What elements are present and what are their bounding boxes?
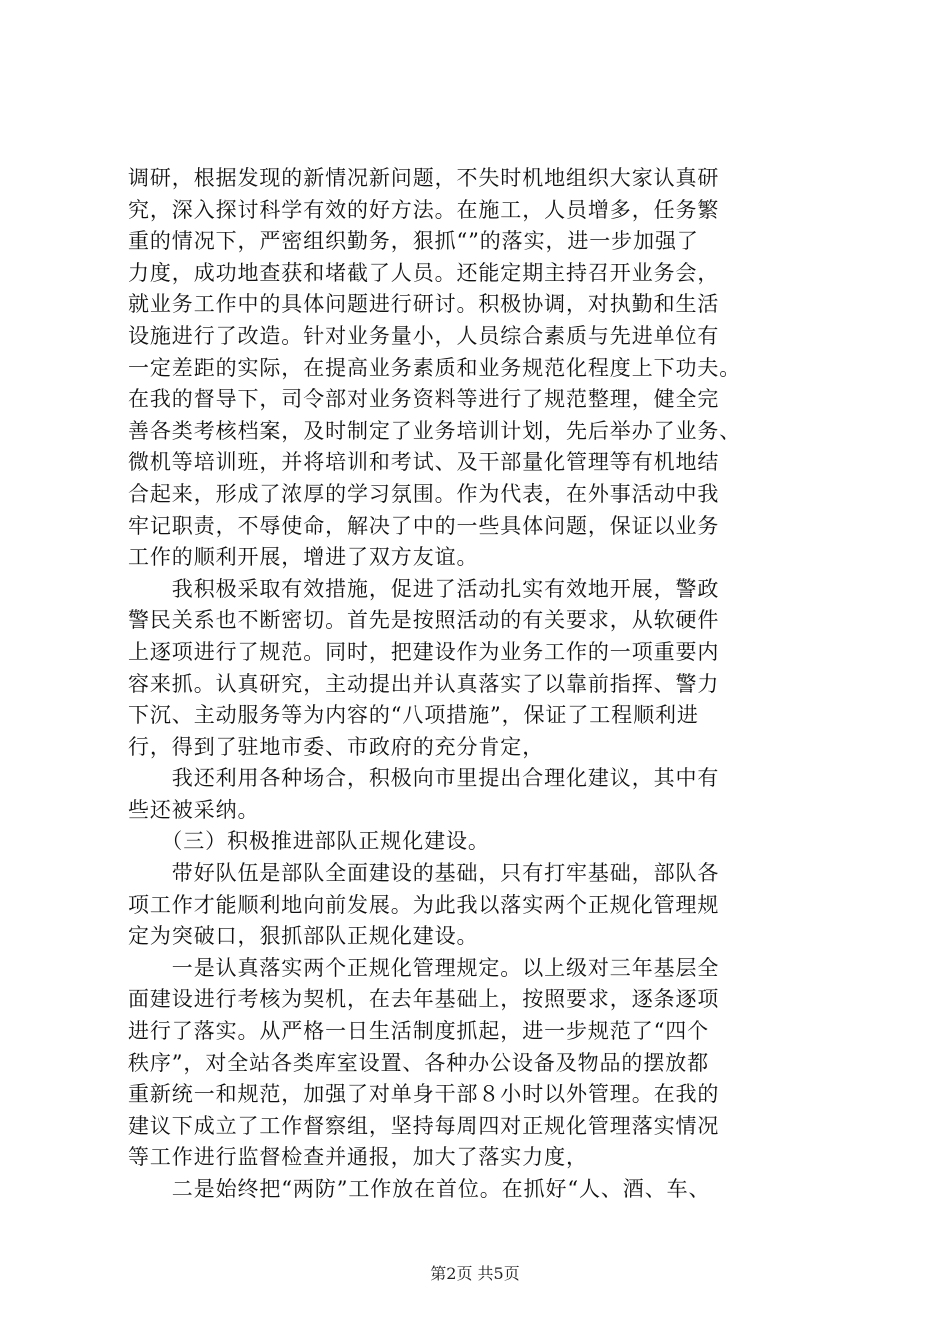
text-line: 行，得到了驻地市委、市政府的充分肯定， — [128, 734, 545, 759]
text-line: 些还被采纳。 — [128, 797, 260, 822]
text-line: 在我的督导下，司令部对业务资料等进行了规范整理，健全完 — [128, 387, 720, 412]
text-line: 一是认真落实两个正规化管理规定。以上级对三年基层全 — [128, 955, 720, 980]
text-line: 合起来，形成了浓厚的学习氛围。作为代表，在外事活动中我 — [128, 481, 720, 506]
text-line: （三）积极推进部队正规化建设。 — [128, 829, 490, 854]
text-line: 一定差距的实际，在提高业务素质和业务规范化程度上下功夫。 — [128, 355, 742, 380]
text-line: 面建设进行考核为契机，在去年基础上，按照要求，逐条逐项 — [128, 987, 720, 1012]
text-line: 进行了落实。从严格一日生活制度抓起，进一步规范了“四个 — [128, 1019, 710, 1044]
text-line: 下沉、主动服务等为内容的“八项措施”，保证了工程顺利进 — [128, 703, 699, 728]
text-line: 等工作进行监督检查并通报，加大了落实力度， — [128, 1145, 588, 1170]
text-line: 我还利用各种场合，积极向市里提出合理化建议，其中有 — [128, 766, 720, 791]
text-line: 警民关系也不断密切。首先是按照活动的有关要求，从软硬件 — [128, 608, 720, 633]
text-line: 上逐项进行了规范。同时，把建设作为业务工作的一项重要内 — [128, 639, 720, 664]
text-line: 容来抓。认真研究，主动提出并认真落实了以靠前指挥、警力 — [128, 671, 720, 696]
text-line: 究，深入探讨科学有效的好方法。在施工，人员增多，任务繁 — [128, 197, 720, 222]
text-line: 重新统一和规范，加强了对单身干部８小时以外管理。在我的 — [128, 1082, 720, 1107]
text-line: 重的情况下，严密组织勤务，狠抓“”的落实，进一步加强了 — [128, 229, 699, 254]
text-line: 秩序”，对全站各类库室设置、各种办公设备及物品的摆放都 — [128, 1050, 710, 1075]
text-line: 二是始终把“两防”工作放在首位。在抓好“人、酒、车、 — [128, 1177, 711, 1201]
text-line: 调研，根据发现的新情况新问题，不失时机地组织大家认真研 — [128, 166, 720, 190]
text-line: 工作的顺利开展，增进了双方友谊。 — [128, 545, 479, 570]
text-line: 力度，成功地查获和堵截了人员。还能定期主持召开业务会， — [128, 260, 720, 285]
page-footer: 第2页 共5页 — [430, 1264, 520, 1283]
text-line: 微机等培训班，并将培训和考试、及干部量化管理等有机地结 — [128, 450, 720, 475]
document-body — [128, 163, 838, 1206]
text-line: 带好队伍是部队全面建设的基础，只有打牢基础，部队各 — [128, 861, 720, 886]
text-line: 项工作才能顺利地向前发展。为此我以落实两个正规化管理规 — [128, 892, 720, 917]
text-line: 就业务工作中的具体问题进行研讨。积极协调，对执勤和生活 — [128, 292, 720, 317]
text-line: 设施进行了改造。针对业务量小，人员综合素质与先进单位有 — [128, 323, 720, 348]
text-line: 我积极采取有效措施，促进了活动扎实有效地开展，警政 — [128, 576, 720, 601]
text-line: 牢记职责，不辱使命，解决了中的一些具体问题，保证以业务 — [128, 513, 720, 538]
text-line: 定为突破口，狠抓部队正规化建设。 — [128, 924, 479, 949]
text-line: 善各类考核档案，及时制定了业务培训计划，先后举办了业务、 — [128, 418, 742, 443]
text-line: 建议下成立了工作督察组，坚持每周四对正规化管理落实情况 — [128, 1113, 720, 1138]
